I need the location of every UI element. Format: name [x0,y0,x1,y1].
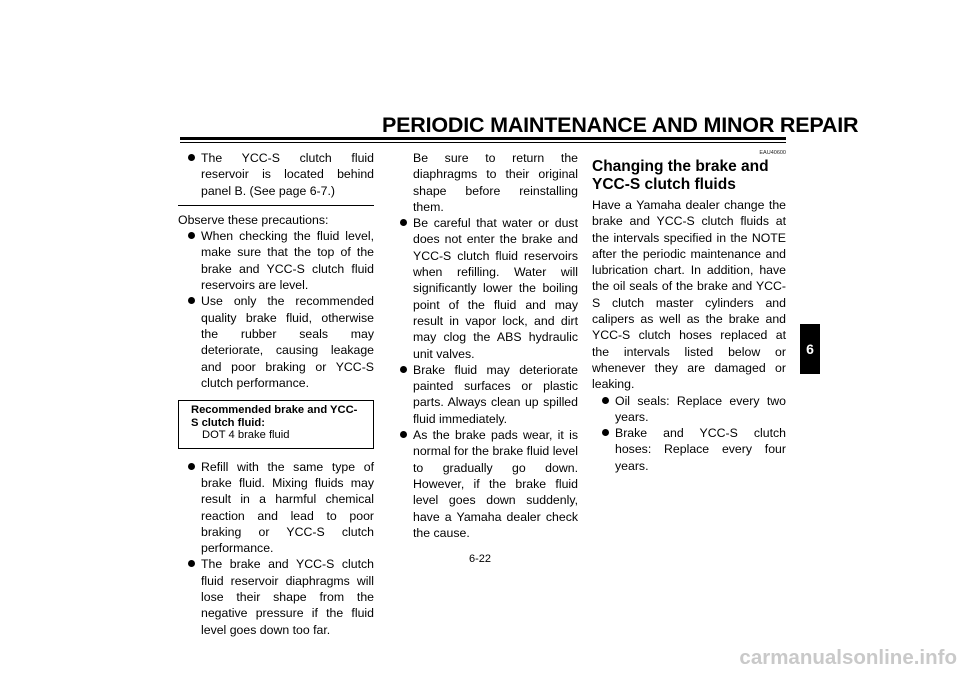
note-bullet-text: The YCC-S clutch fluid reservoir is located behind panel B. (See page 6-7.) [201,151,374,198]
list-item-text: Be careful that water or dust does not enter the brake and YCC-S clutch fluid reservoirs when refilling. Water will significantly lower the boiling point of the fluid and may result in vapor lock, and dirt may clog the ABS hydraulic unit valves. [413,216,578,361]
list-item-text: When checking the fluid level, make sure that the top of the brake and YCC-S clutch fluid reservoirs are level. [201,229,374,293]
section-body: Have a Yamaha dealer change the brake and YCC-S clutch fluids at the intervals specified in the NOTE after the periodic maintenance and lubrication chart. In addition, have the oil seals of the brake and YCC-S clutch master cylinders and calipers as well as the brake and YCC-S clutch hoses replaced at the intervals listed below or whenever they are damaged or leaking. [592,198,786,392]
list-item-text: Use only the recommended quality brake fluid, otherwise the rubber seals may deteriorate, causing leakage and poor braking or YCC-S clutch performance. [201,294,374,390]
title-rule-thin [180,142,786,143]
bullet-icon [400,431,407,438]
watermark: carmanualsonline.info [739,646,957,669]
column-3 [592,150,786,474]
recommended-fluid-value: DOT 4 brake fluid [202,429,290,442]
bullet-icon [602,397,609,404]
chapter-tab: 6 [800,324,820,374]
bullet-icon [188,297,195,304]
list-item [390,215,578,362]
continuation-text: Be sure to return the diaphragms to their original shape before reinstalling them. [413,151,578,214]
recommended-fluid-box [178,400,374,449]
list-item [592,393,786,426]
bullet-icon [188,232,195,239]
section-heading: Changing the brake and YCC-S clutch fluids [592,158,769,193]
list-item [178,293,374,391]
precautions-intro: Observe these precautions: [178,212,329,227]
recommended-fluid-label: Recommended brake and YCC-S clutch fluid: [191,404,358,429]
bullet-icon [400,219,407,226]
section-code: EAU40600 [759,150,786,156]
column-2 [390,150,578,541]
list-item [178,459,374,557]
bullet-icon [188,463,195,470]
list-item [592,425,786,474]
note-separator [178,205,374,206]
bullet-icon [602,429,609,436]
bullet-icon [188,154,195,161]
list-item [178,228,374,293]
list-item-text: The brake and YCC-S clutch fluid reservoir diaphragms will lose their shape from the negative pressure if the fluid level goes down too far. [201,557,374,637]
list-item-text: As the brake pads wear, it is normal for the brake fluid level to gradually go down. However, if the brake fluid level goes down suddenly, have a Yamaha dealer check the cause. [413,428,578,540]
list-item [390,362,578,427]
list-item-text: Refill with the same type of brake fluid. Mixing fluids may result in a harmful chemical reaction and lead to poor braking or YCC-S clutch performance. [201,459,374,556]
title-rule-thick [180,137,786,140]
list-item [390,427,578,541]
bullet-icon [400,366,407,373]
page-number: 6-22 [468,553,492,565]
list-item-text: Brake and YCC-S clutch hoses: Replace every four years. [615,426,786,473]
list-item [178,556,374,637]
column-1 [178,150,374,638]
page-title: PERIODIC MAINTENANCE AND MINOR REPAIR [382,113,859,137]
bullet-icon [188,560,195,567]
list-item-text: Oil seals: Replace every two years. [615,393,786,424]
list-item-text: Brake fluid may deteriorate painted surfaces or plastic parts. Always clean up spilled fluid immediately. [413,362,578,426]
note-bullet [178,150,374,199]
